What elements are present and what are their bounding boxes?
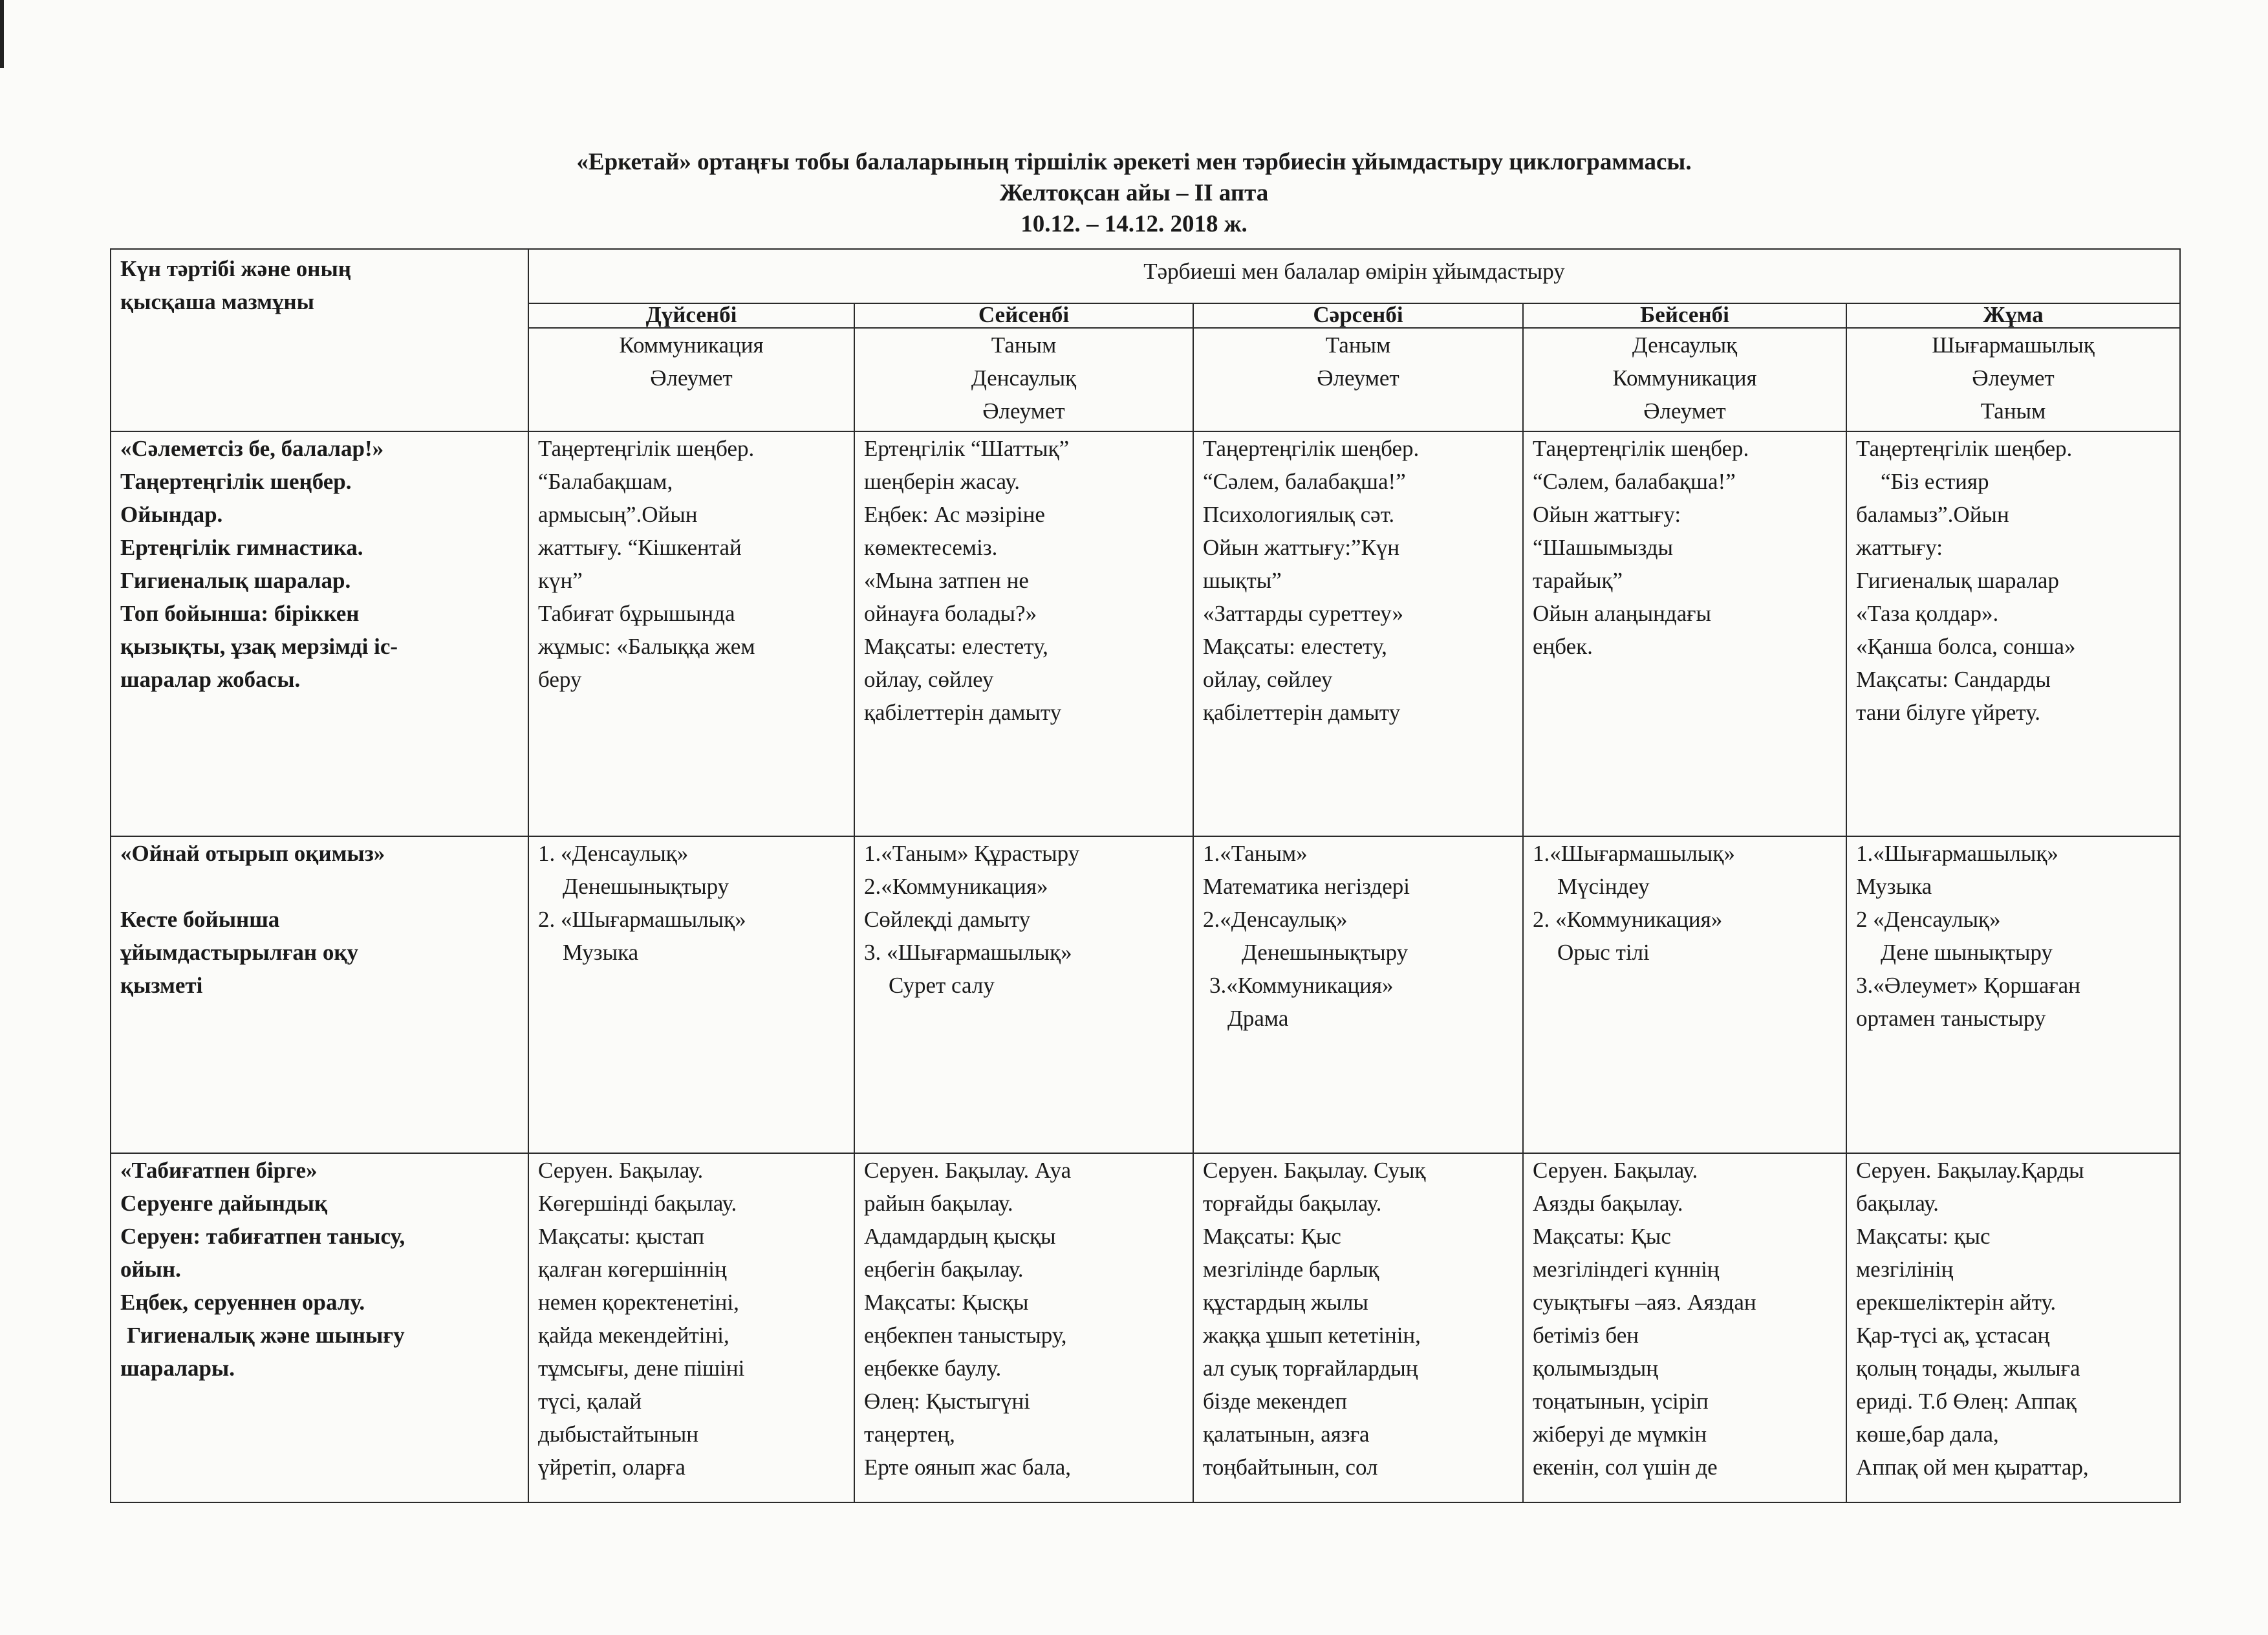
cell-line: екенін, сол үшін де (1533, 1455, 1718, 1480)
row-label-line: ойын. (120, 1257, 181, 1282)
cell-line: «Мына затпен не (864, 568, 1029, 593)
cell-line: Серуен. Бақылау. Суық (1203, 1158, 1426, 1183)
cell-line: Серуен. Бақылау. (1533, 1158, 1698, 1183)
row-label-line: «Сәлеметсіз бе, балалар!» (120, 436, 384, 461)
cell-line: мезгілінде барлық (1203, 1257, 1379, 1282)
cell-line: жіберуі де мүмкін (1533, 1422, 1707, 1447)
cell-line: 3.«Коммуникация» (1209, 973, 1394, 998)
area-label: Әлеумет (650, 365, 733, 391)
cell-line: ойнауға болады?» (864, 601, 1037, 626)
cell-line: үйретіп, оларға (538, 1455, 686, 1480)
cell-line: Табиғат бұрышында (538, 601, 735, 626)
cell-line: баламыз”.Ойын (1856, 502, 2009, 527)
cell-line: немен қоректенетіні, (538, 1290, 739, 1315)
area-label: Шығармашылық (1932, 332, 2095, 358)
cell-line: Серуен. Бақылау.Қарды (1856, 1158, 2084, 1183)
row-label-line: Гигиеналық шаралар. (120, 568, 351, 593)
cell-line: Мақсаты: Қыс (1203, 1224, 1341, 1249)
cell-line: ойлау, сөйлеу (1203, 667, 1333, 692)
row-label-line: Таңертеңгілік шеңбер. (120, 469, 352, 494)
cell-line: 3.«Әлеумет» Қоршаған (1856, 973, 2080, 998)
header-regime-cell (111, 249, 528, 431)
header-regime-label: Күн тәртібі және оның қысқаша мазмұны (120, 256, 351, 314)
cell-line: Денешынықтыру (563, 874, 729, 899)
row-label-line: «Ойнай отырып оқимыз» (120, 841, 385, 866)
cell-line: Денешынықтыру (1242, 940, 1409, 965)
cell-line: райын бақылау. (864, 1191, 1013, 1216)
cell-line: Мақсаты: қыс (1856, 1224, 1991, 1249)
row-label-line: Серуен: табиғатпен танысу, (120, 1224, 405, 1249)
cell-line: жаттығу: (1856, 535, 1943, 560)
row-label-line: Ертеңгілік гимнастика. (120, 535, 363, 560)
row-label-line: ұйымдастырылған оқу (120, 940, 358, 965)
row-label-line: «Табиғатпен бірге» (120, 1158, 318, 1183)
morning-thursday-cell (1523, 431, 1846, 836)
row-label-line: Серуенге дайындық (120, 1191, 328, 1216)
cell-line: еңбекке баулу. (864, 1356, 1002, 1381)
cell-line: көмектесеміз. (864, 535, 998, 560)
cell-line: тани білуге үйрету. (1856, 700, 2040, 725)
cell-line: еңбек. (1533, 634, 1593, 659)
area-label: Әлеумет (1972, 365, 2055, 391)
cell-line: түсі, қалай (538, 1389, 642, 1414)
cell-line: «Заттарды суреттеу» (1203, 601, 1404, 626)
areas-monday (528, 328, 854, 431)
cell-line: күн” (538, 568, 583, 593)
cell-line: 1.«Таным» (1203, 841, 1308, 866)
cell-line: 3. «Шығармашылық» (864, 940, 1072, 965)
cell-line: 2.«Денсаулық» (1203, 907, 1348, 932)
areas-friday (1846, 328, 2180, 431)
cell-line: Таңертеңгілік шеңбер. (538, 436, 755, 461)
cell-line: мезгіліндегі күннің (1533, 1257, 1720, 1282)
cell-line: Мақсаты: қыстап (538, 1224, 705, 1249)
cell-line: Ойын жаттығу:”Күн (1203, 535, 1400, 560)
cell-line: құстардың жылы (1203, 1290, 1368, 1315)
cell-line: Мақсаты: Қыс (1533, 1224, 1671, 1249)
cell-line: қабілеттерін дамыту (864, 700, 1062, 725)
area-label: Таным (991, 332, 1057, 358)
cell-line: тарайық” (1533, 568, 1623, 593)
cell-line: жұмыс: «Балыққа жем (538, 634, 755, 659)
cell-line: “Сәлем, балабақша!” (1203, 469, 1406, 494)
area-label: Әлеумет (1643, 398, 1726, 424)
cell-line: қалған көгершіннің (538, 1257, 727, 1282)
cell-line: Гигиеналық шаралар (1856, 568, 2059, 593)
cell-line: Еңбек: Ас мәзіріне (864, 502, 1045, 527)
cell-line: қабілеттерін дамыту (1203, 700, 1401, 725)
day-friday: Жұма (1846, 303, 2180, 328)
row-label-walk (111, 1153, 528, 1502)
cell-line: жаттығу. “Кішкентай (538, 535, 742, 560)
day-thursday: Бейсенбі (1523, 303, 1846, 328)
row-label-line: Гигиеналық және шынығу (127, 1323, 405, 1348)
area-label: Коммуникация (1612, 365, 1757, 391)
cell-line: көше,бар дала, (1856, 1422, 1999, 1447)
area-label: Денсаулық (1632, 332, 1738, 358)
cell-line: қолың тоңады, жылыға (1856, 1356, 2080, 1381)
cell-line: 1. «Денсаулық» (538, 841, 689, 866)
study-thursday-cell (1523, 836, 1846, 1153)
cell-line: Серуен. Бақылау. (538, 1158, 704, 1183)
cell-line: 1.«Шығармашылық» (1856, 841, 2058, 866)
cell-line: Ойын алаңындағы (1533, 601, 1712, 626)
cell-line: “Сәлем, балабақша!” (1533, 469, 1736, 494)
cell-line: Математика негіздері (1203, 874, 1410, 899)
areas-thursday (1523, 328, 1846, 431)
cell-line: Музыка (563, 940, 639, 965)
scan-edge-mark (0, 0, 4, 68)
cell-line: “Біз естияр (1881, 469, 1989, 494)
cell-line: Аппақ ой мен қыраттар, (1856, 1455, 2089, 1480)
cell-line: Ерте оянып жас бала, (864, 1455, 1072, 1480)
study-friday-cell (1846, 836, 2180, 1153)
cell-line: Таңертеңгілік шеңбер. (1203, 436, 1420, 461)
cell-line: Драма (1227, 1006, 1289, 1031)
cell-line: еңбекпен таныстыру, (864, 1323, 1067, 1348)
cell-line: Сурет салу (889, 973, 995, 998)
row-label-line: шаралары. (120, 1356, 235, 1381)
cell-line: Сөйлеқді дамыту (864, 907, 1031, 932)
title-line-2: Желтоқсан айы – II апта (999, 180, 1269, 206)
cell-line: «Қанша болса, сонша» (1856, 634, 2076, 659)
walk-tuesday-cell (854, 1153, 1193, 1502)
cell-line: бізде мекендеп (1203, 1389, 1347, 1414)
cell-line: Ойын жаттығу: (1533, 502, 1681, 527)
cell-line: ал суық торғайлардың (1203, 1356, 1418, 1381)
cell-line: Мүсіндеу (1557, 874, 1650, 899)
study-tuesday-cell (854, 836, 1193, 1153)
cell-line: Мақсаты: Сандарды (1856, 667, 2051, 692)
row-label-line: қызықты, ұзақ мерзімді іс- (120, 634, 398, 659)
cell-line: ерекшеліктерін айту. (1856, 1290, 2057, 1315)
area-label: Таным (1980, 398, 2046, 424)
cell-line: беру (538, 667, 582, 692)
area-label: Әлеумет (982, 398, 1065, 424)
cell-line: 1.«Таным» Құрастыру (864, 841, 1080, 866)
cell-line: Музыка (1856, 874, 1932, 899)
cell-line: шықты” (1203, 568, 1282, 593)
morning-monday-cell (528, 431, 854, 836)
cell-line: 1.«Шығармашылық» (1533, 841, 1735, 866)
cell-line: Орыс тілі (1557, 940, 1650, 965)
cell-line: Өлең: Қыстыгүні (864, 1389, 1030, 1414)
walk-monday-cell (528, 1153, 854, 1502)
row-label-spacer (120, 870, 519, 903)
cell-line: армысың”.Ойын (538, 502, 698, 527)
cell-line: Мақсаты: елестету, (864, 634, 1048, 659)
cell-line: 2. «Шығармашылық» (538, 907, 746, 932)
areas-wednesday (1193, 328, 1523, 431)
cell-line: тұмсығы, дене пішіні (538, 1356, 745, 1381)
row-label-line: Ойындар. (120, 502, 223, 527)
cell-line: суықтығы –аяз. Аяздан (1533, 1290, 1756, 1315)
cell-line: қолымыздың (1533, 1356, 1658, 1381)
cell-line: Таңертеңгілік шеңбер. (1533, 436, 1749, 461)
cell-line: “Балабақшам, (538, 469, 673, 494)
cell-line: жаққа ұшып кететінін, (1203, 1323, 1421, 1348)
cell-line: Қар-түсі ақ, ұстасаң (1856, 1323, 2050, 1348)
row-label-morning (111, 431, 528, 836)
study-monday-cell (528, 836, 854, 1153)
cell-line: Аязды бақылау. (1533, 1191, 1683, 1216)
cell-line: Мақсаты: елестету, (1203, 634, 1387, 659)
cell-line: тоңбайтынын, сол (1203, 1455, 1378, 1480)
cell-line: бақылау. (1856, 1191, 1939, 1216)
study-wednesday-cell (1193, 836, 1523, 1153)
title-line-3: 10.12. – 14.12. 2018 ж. (1021, 211, 1247, 237)
morning-wednesday-cell (1193, 431, 1523, 836)
cell-line: дыбыстайтынын (538, 1422, 698, 1447)
cell-line: Адамдардың қысқы (864, 1224, 1056, 1249)
cell-line: мезгілінің (1856, 1257, 1954, 1282)
row-label-study (111, 836, 528, 1153)
cell-line: 2.«Коммуникация» (864, 874, 1048, 899)
area-label: Коммуникация (619, 332, 764, 358)
day-wednesday: Сәрсенбі (1193, 303, 1523, 328)
cell-line: қайда мекендейтіні, (538, 1323, 729, 1348)
cell-line: қалатынын, аязға (1203, 1422, 1370, 1447)
walk-friday-cell (1846, 1153, 2180, 1502)
cyclogram-table (110, 248, 2181, 1503)
cell-line: Дене шынықтыру (1881, 940, 2053, 965)
row-label-line: шаралар жобасы. (120, 667, 301, 692)
day-monday: Дүйсенбі (528, 303, 854, 328)
cell-line: торғайды бақылау. (1203, 1191, 1382, 1216)
cell-line: ойлау, сөйлеу (864, 667, 994, 692)
cell-line: Ертеңгілік “Шаттық” (864, 436, 1070, 461)
row-label-line: қызметі (120, 973, 203, 998)
cell-line: таңертең, (864, 1422, 955, 1447)
row-label-line: Еңбек, серуеннен оралу. (120, 1290, 365, 1315)
area-label: Денсаулық (971, 365, 1077, 391)
cell-line: ортамен таныстыру (1856, 1006, 2046, 1031)
cell-line: Көгершінді бақылау. (538, 1191, 737, 1216)
cell-line: Мақсаты: Қысқы (864, 1290, 1029, 1315)
walk-wednesday-cell (1193, 1153, 1523, 1502)
morning-tuesday-cell (854, 431, 1193, 836)
cell-line: «Таза қолдар». (1856, 601, 1999, 626)
cell-line: “Шашымызды (1533, 535, 1674, 560)
cell-line: 2 «Денсаулық» (1856, 907, 2001, 932)
cell-line: Психологиялық сәт. (1203, 502, 1395, 527)
morning-friday-cell (1846, 431, 2180, 836)
cell-line: шеңберін жасау. (864, 469, 1020, 494)
cell-line: 2. «Коммуникация» (1533, 907, 1723, 932)
cell-line: тоңатынын, үсіріп (1533, 1389, 1709, 1414)
cell-line: Таңертеңгілік шеңбер. (1856, 436, 2073, 461)
day-tuesday: Сейсенбі (854, 303, 1193, 328)
title-line-1: «Еркетай» ортаңғы тобы балаларының тіршілік әрекеті мен тәрбиесін ұйымдастыру циклограммасы. (576, 149, 1692, 175)
cell-line: Серуен. Бақылау. Ауа (864, 1158, 1072, 1183)
row-label-line: Топ бойынша: біріккен (120, 601, 360, 626)
areas-tuesday (854, 328, 1193, 431)
header-org-label: Тәрбиеші мен балалар өмірін ұйымдастыру (528, 249, 2180, 303)
cell-line: еңбегін бақылау. (864, 1257, 1024, 1282)
cell-line: бетіміз бен (1533, 1323, 1639, 1348)
row-label-line: Кесте бойынша (120, 907, 280, 932)
walk-thursday-cell (1523, 1153, 1846, 1502)
cell-line: ериді. Т.б Өлең: Аппақ (1856, 1389, 2077, 1414)
area-label: Әлеумет (1317, 365, 1399, 391)
area-label: Таным (1325, 332, 1391, 358)
